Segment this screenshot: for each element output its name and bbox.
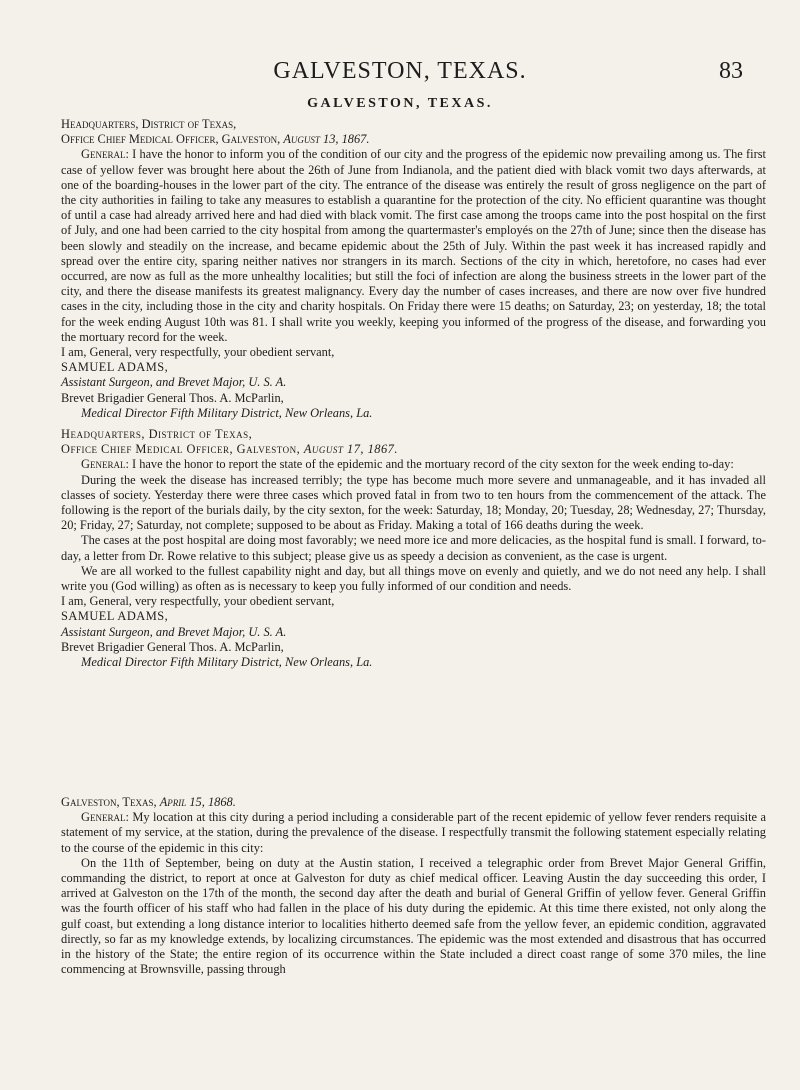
- letter-1: [61, 117, 766, 421]
- letter-2-para-3: We are all worked to the fullest capability night and day, but all things move on evenly and quietly, and we do not need any help. I shall write you (God willing) as often as is necessary to keep you fully informed of our condition and needs.: [61, 563, 766, 594]
- letter-3-para-1: On the 11th of September, being on duty at the Austin station, I received a telegraphic order from Brevet Major General Griffin, commanding the district, to report at once at Galveston for duty as chief medical officer. Leaving Austin the day succeeding this order, I arrived at Galveston on the 17th of the month, the second day after the death and burial of General Griffin of yellow fever. General Griffin was the fourth officer of his staff who had fallen in the place of his duty during the epidemic. At this time there existed, not only along the gulf coast, but extending a long distance interior to localities hitherto deemed safe from the yellow fever, an epidemic condition, aggravated directly, so far as my knowledge extends, by localizing circumstances. The epidemic was the most extended and disastrous that has occurred in the history of the State; the entire region of its occurrence within the State included a direct coast range of some 370 miles, the line commencing at Brownsville, passing through: [61, 855, 766, 977]
- letter-2-header-line2: [61, 442, 766, 457]
- letter-2-closing: I am, General, very respectfully, your obedient servant,: [61, 594, 335, 609]
- letter-2-header-line1: Headquarters, District of Texas,: [61, 427, 253, 441]
- letter-1-salutation: General:: [81, 147, 129, 162]
- letter-3-header: [61, 795, 766, 810]
- letter-1-signature-title: Assistant Surgeon, and Brevet Major, U. S. A.: [61, 375, 287, 390]
- letter-3-place: Galveston, Texas,: [61, 795, 160, 809]
- letter-2: [61, 427, 766, 670]
- letter-3: [61, 795, 766, 977]
- letter-3-date: April 15, 1868.: [159, 795, 236, 809]
- letter-1-text: I have the honor to inform you of the condition of our city and the progress of the epidemic now prevailing among us. The first case of yellow fever was brought here about the 26th of June from Indianola, and the patient died with black vomit two days afterwards, at one of the boarding-houses in the lower part of the city. The entrance of the disease was entirely the result of gross negligence on the part of the city authorities in failing to take any measures to establish a quarantine for the protection of the city. No efficient quarantine was thought of until a case had already arrived here and had died with black vomit. The first case among the troops came into the post hospital on the first of July, and one had been carried to the city hospital from among the quartermaster's employés on the 27th of June; since then the disease has been slowly and steadily on the increase, and became epidemic about the 25th of July. Within the past week it has increased rapidly and spread over the entire city, sparing neither natives nor strangers in its march. Sections of the city in which, heretofore, no cases had ever occurred, are now as full as the more unhealthy localities; but still the foci of infection are along the business streets in the lower part of the city, and there the disease manifests its greatest malignancy. Every day the number of cases increases, and there are now over five hundred cases in the city, including those in the city and charity hospitals. On Friday there were 15 deaths; on Saturday, 23; on yesterday, 18; the total for the week ending August 10th was 81. I shall write you weekly, keeping you informed of the progress of the disease, and forwarding you the mortuary record for the week.: [61, 147, 766, 344]
- letter-2-signature-title: Assistant Surgeon, and Brevet Major, U. S. A.: [61, 624, 287, 639]
- letter-1-header-line1: Headquarters, District of Texas,: [61, 117, 237, 131]
- letter-1-closing: I am, General, very respectfully, your obedient servant,: [61, 345, 335, 360]
- letter-1-office: Office Chief Medical Officer, Galveston,: [61, 132, 284, 147]
- letter-1-addressee-title: Medical Director Fifth Military District, New Orleans, La.: [81, 405, 373, 420]
- letter-2-signature-name: SAMUEL ADAMS,: [61, 609, 169, 624]
- letter-3-salutation: General:: [81, 810, 129, 825]
- letter-1-signature-name: SAMUEL ADAMS,: [61, 360, 169, 375]
- letter-3-intro: [61, 810, 766, 856]
- letter-2-intro: [61, 457, 766, 472]
- letter-2-office: Office Chief Medical Officer, Galveston,: [61, 442, 304, 457]
- letter-2-intro-text: I have the honor to report the state of the epidemic and the mortuary record of the city sexton for the week ending to-day:: [132, 457, 734, 472]
- page-number: 83: [719, 58, 743, 84]
- letter-1-date: August 13, 1867.: [283, 132, 370, 147]
- letter-1-addressee: Brevet Brigadier General Thos. A. McParlin,: [61, 390, 284, 405]
- letter-2-para-2: The cases at the post hospital are doing most favorably; we need more ice and more delicacies, as the hospital fund is small. I forward, to-day, a letter from Dr. Rowe relative to this subject; please give us as speedy a decision as convenient, as the case is urgent.: [61, 533, 766, 563]
- letter-2-salutation: General:: [81, 457, 129, 472]
- letter-3-intro-text: My location at this city during a period including a considerable part of the recent epidemic of yellow fever renders requisite a statement of my service, at the station, during the prevalence of the disease. I respectfully transmit the following statement especially relating to the course of the epidemic in this city:: [61, 810, 766, 855]
- letter-2-addressee-title: Medical Director Fifth Military District, New Orleans, La.: [81, 655, 373, 670]
- running-title: GALVESTON, TEXAS.: [273, 58, 527, 84]
- running-head: [0, 58, 800, 88]
- letter-2-date: August 17, 1867.: [303, 442, 398, 457]
- letter-1-header-line2: [61, 132, 766, 147]
- letter-2-para-1: During the week the disease has increased terribly; the type has become much more severe and unmanageable, and it has invaded all classes of society. Yesterday there were three cases which proved fatal in from two to ten hours from the commencement of the attack. The following is the report of the burials daily, by the city sexton, for the week: Saturday, 18; Monday, 20; Tuesday, 28; Wednesday, 27; Thursday, 20; Friday, 27; Saturday, not complete; supposed to be about as Friday. Making a total of 166 deaths during the week.: [61, 472, 766, 533]
- letter-1-body: [61, 147, 766, 345]
- letter-2-addressee: Brevet Brigadier General Thos. A. McParlin,: [61, 639, 284, 654]
- section-title: GALVESTON, TEXAS.: [307, 96, 493, 111]
